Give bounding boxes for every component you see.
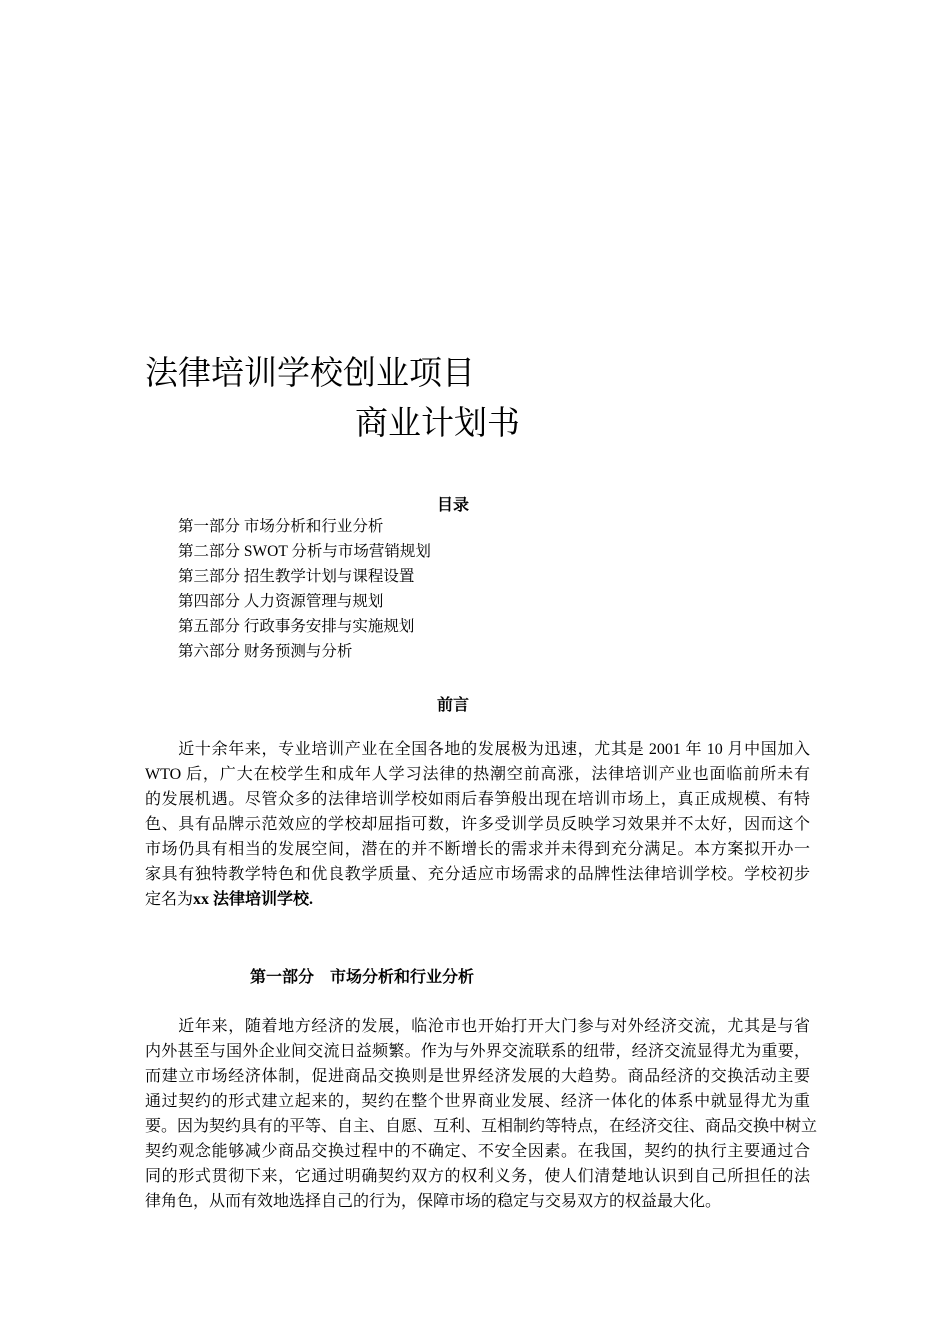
- paragraph-line: 市场仍具有相当的发展空间，潜在的并不断增长的需求并未得到充分满足。本方案拟开办一: [145, 841, 810, 858]
- toc-item: 第二部分 SWOT 分析与市场营销规划: [178, 543, 431, 560]
- toc-item: 第四部分 人力资源管理与规划: [178, 593, 384, 610]
- preface-heading: 前言: [437, 697, 470, 714]
- paragraph-line: 通过契约的形式建立起来的，契约在整个世界商业发展、经济一体化的体系中就显得尤为重: [145, 1093, 810, 1110]
- school-name: xx 法律培训学校.: [193, 891, 314, 908]
- paragraph-line: 色、具有品牌示范效应的学校却屈指可数，许多受训学员反映学习效果并不太好，因而这个: [145, 816, 810, 833]
- preface-last-line: [145, 887, 810, 912]
- toc-item: 第五部分 行政事务安排与实施规划: [178, 618, 415, 635]
- paragraph-line: 的发展机遇。尽管众多的法律培训学校如雨后春笋般出现在培训市场上，真正成规模、有特: [145, 791, 810, 808]
- paragraph-line: 契约观念能够减少商品交换过程中的不确定、不安全因素。在我国，契约的执行主要通过合: [145, 1143, 810, 1160]
- toc-item: 第六部分 财务预测与分析: [178, 643, 353, 660]
- title-line-1: 法律培训学校创业项目: [145, 353, 475, 392]
- section1-heading: 第一部分 市场分析和行业分析: [250, 969, 475, 986]
- toc-item: 第三部分 招生教学计划与课程设置: [178, 568, 415, 585]
- paragraph-line: 近年来，随着地方经济的发展，临沧市也开始打开大门参与对外经济交流，尤其是与省: [145, 1018, 810, 1035]
- paragraph-line: 家具有独特教学特色和优良教学质量、充分适应市场需求的品牌性法律培训学校。学校初步: [145, 866, 810, 883]
- paragraph-line: 而建立市场经济体制，促进商品交换则是世界经济发展的大趋势。商品经济的交换活动主要: [145, 1068, 810, 1085]
- paragraph-line: 要。因为契约具有的平等、自主、自愿、互利、互相制约等特点，在经济交往、商品交换中树立: [145, 1118, 818, 1135]
- paragraph-line: 近十余年来，专业培训产业在全国各地的发展极为迅速，尤其是 2001 年 10 月中国加入: [145, 741, 810, 758]
- paragraph-line: 律角色，从而有效地选择自己的行为，保障市场的稳定与交易双方的权益最大化。: [145, 1193, 722, 1210]
- toc-item: 第一部分 市场分析和行业分析: [178, 518, 384, 535]
- toc-heading: 目录: [437, 497, 470, 514]
- preface-last-prefix: 定名为: [145, 891, 194, 908]
- paragraph-line: WTO 后，广大在校学生和成年人学习法律的热潮空前高涨，法律培训产业也面临前所未有: [145, 766, 810, 783]
- paragraph-line: 内外甚至与国外企业间交流日益频繁。作为与外界交流联系的纽带，经济交流显得尤为重要，: [145, 1043, 810, 1060]
- paragraph-line: 同的形式贯彻下来，它通过明确契约双方的权利义务，使人们清楚地认识到自己所担任的法: [145, 1168, 810, 1185]
- title-line-2: 商业计划书: [355, 403, 520, 442]
